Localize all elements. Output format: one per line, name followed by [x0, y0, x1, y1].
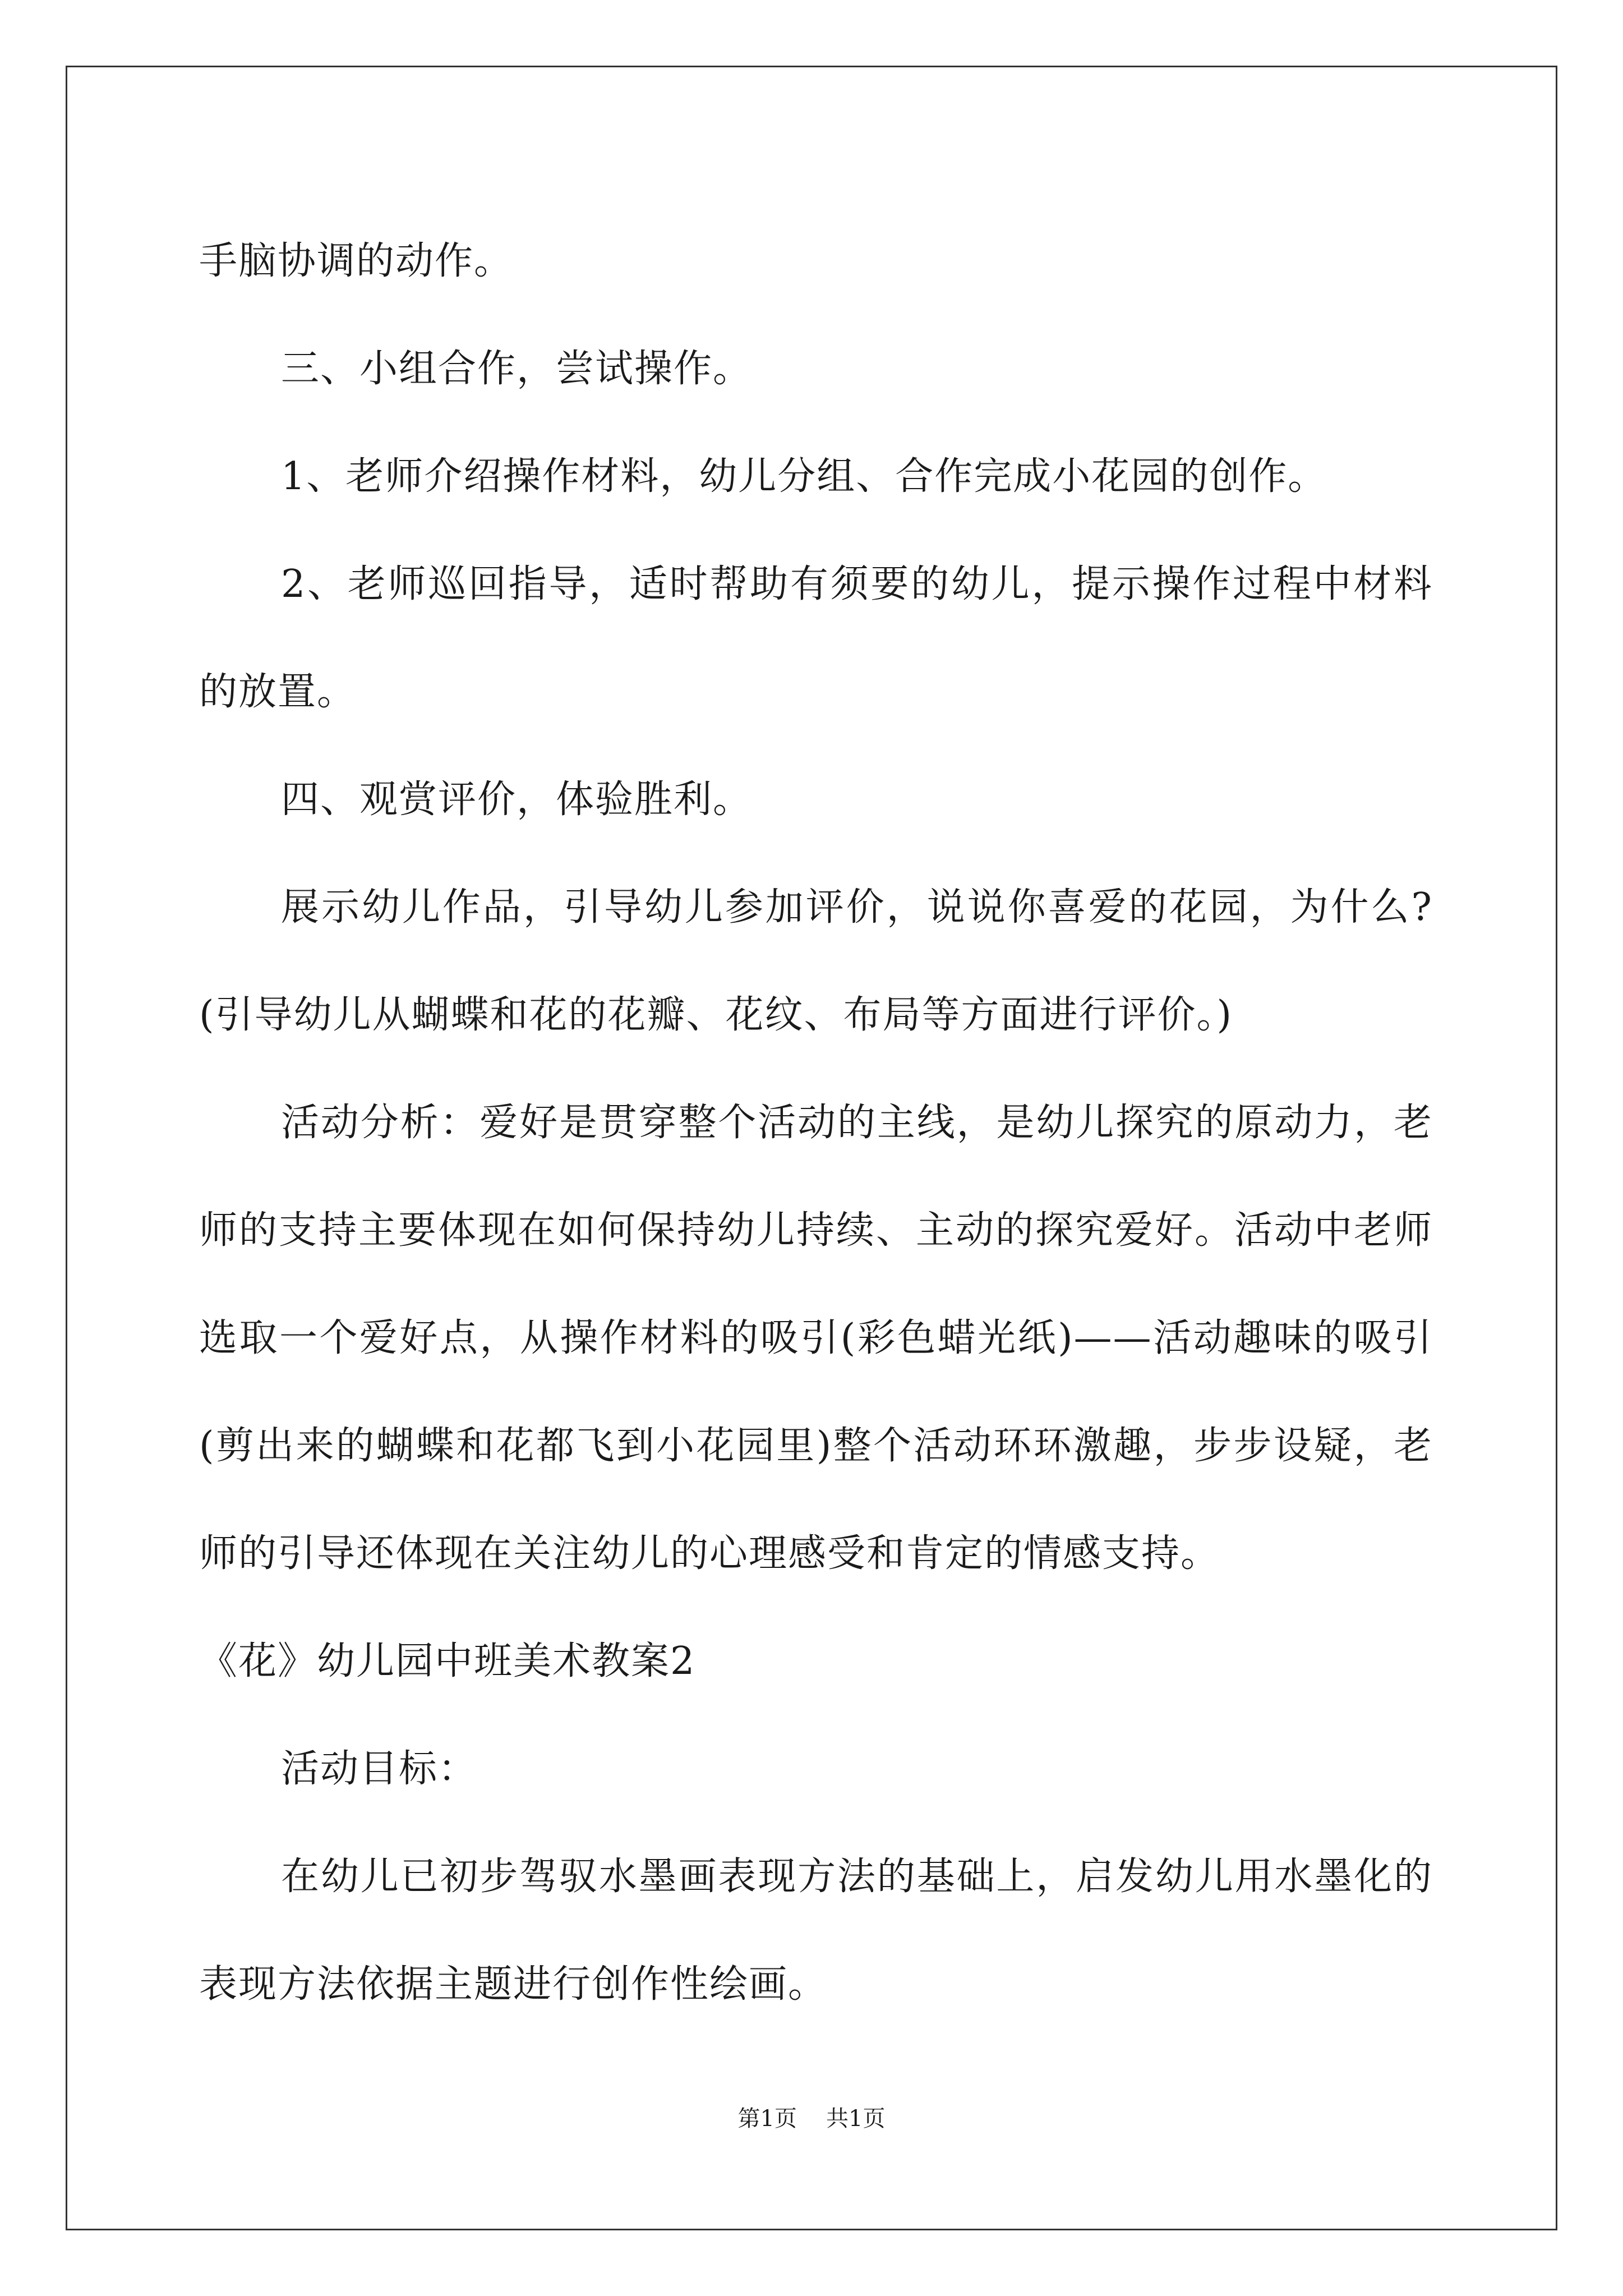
paragraph-7: 活动分析：爱好是贯穿整个活动的主线，是幼儿探究的原动力，老师的支持主要体现在如何保持幼儿持续、主动的探究爱好。活动中老师选取一个爱好点，从操作材料的吸引(彩色蜡光纸)——活动趣味的吸引(剪出来的蝴蝶和花都飞到小花园里)整个活动环环激趣，步步设疑，老师的引导还体现在关注幼儿的心理感受和肯定的情感支持。 [199, 1101, 1433, 1576]
paragraph-1: 手脑协调的动作。 [199, 239, 514, 283]
paragraph-10: 在幼儿已初步驾驭水墨画表现方法的基础上，启发幼儿用水墨化的表现方法依据主题进行创作性绘画。 [199, 1855, 1433, 2007]
paragraph-6: 展示幼儿作品，引导幼儿参加评价，说说你喜爱的花园，为什么?(引导幼儿从蝴蝶和花的花瓣、花纹、布局等方面进行评价。) [199, 885, 1433, 1037]
paragraph-3: 1、老师介绍操作材料，幼儿分组、合作完成小花园的创作。 [281, 454, 1327, 499]
paragraph-2: 三、小组合作，尝试操作。 [281, 347, 753, 391]
paragraph-4: 2、老师巡回指导，适时帮助有须要的幼儿，提示操作过程中材料的放置。 [199, 562, 1433, 714]
section-title: 《花》幼儿园中班美术教案2 [199, 1639, 696, 1683]
document-body [199, 208, 1433, 2039]
page-total: 共1页 [826, 2106, 886, 2132]
page-footer [0, 2105, 1623, 2133]
paragraph-5: 四、观赏评价，体验胜利。 [281, 777, 753, 822]
paragraph-9: 活动目标： [281, 1747, 478, 1791]
page-number: 第1页 [737, 2106, 797, 2132]
